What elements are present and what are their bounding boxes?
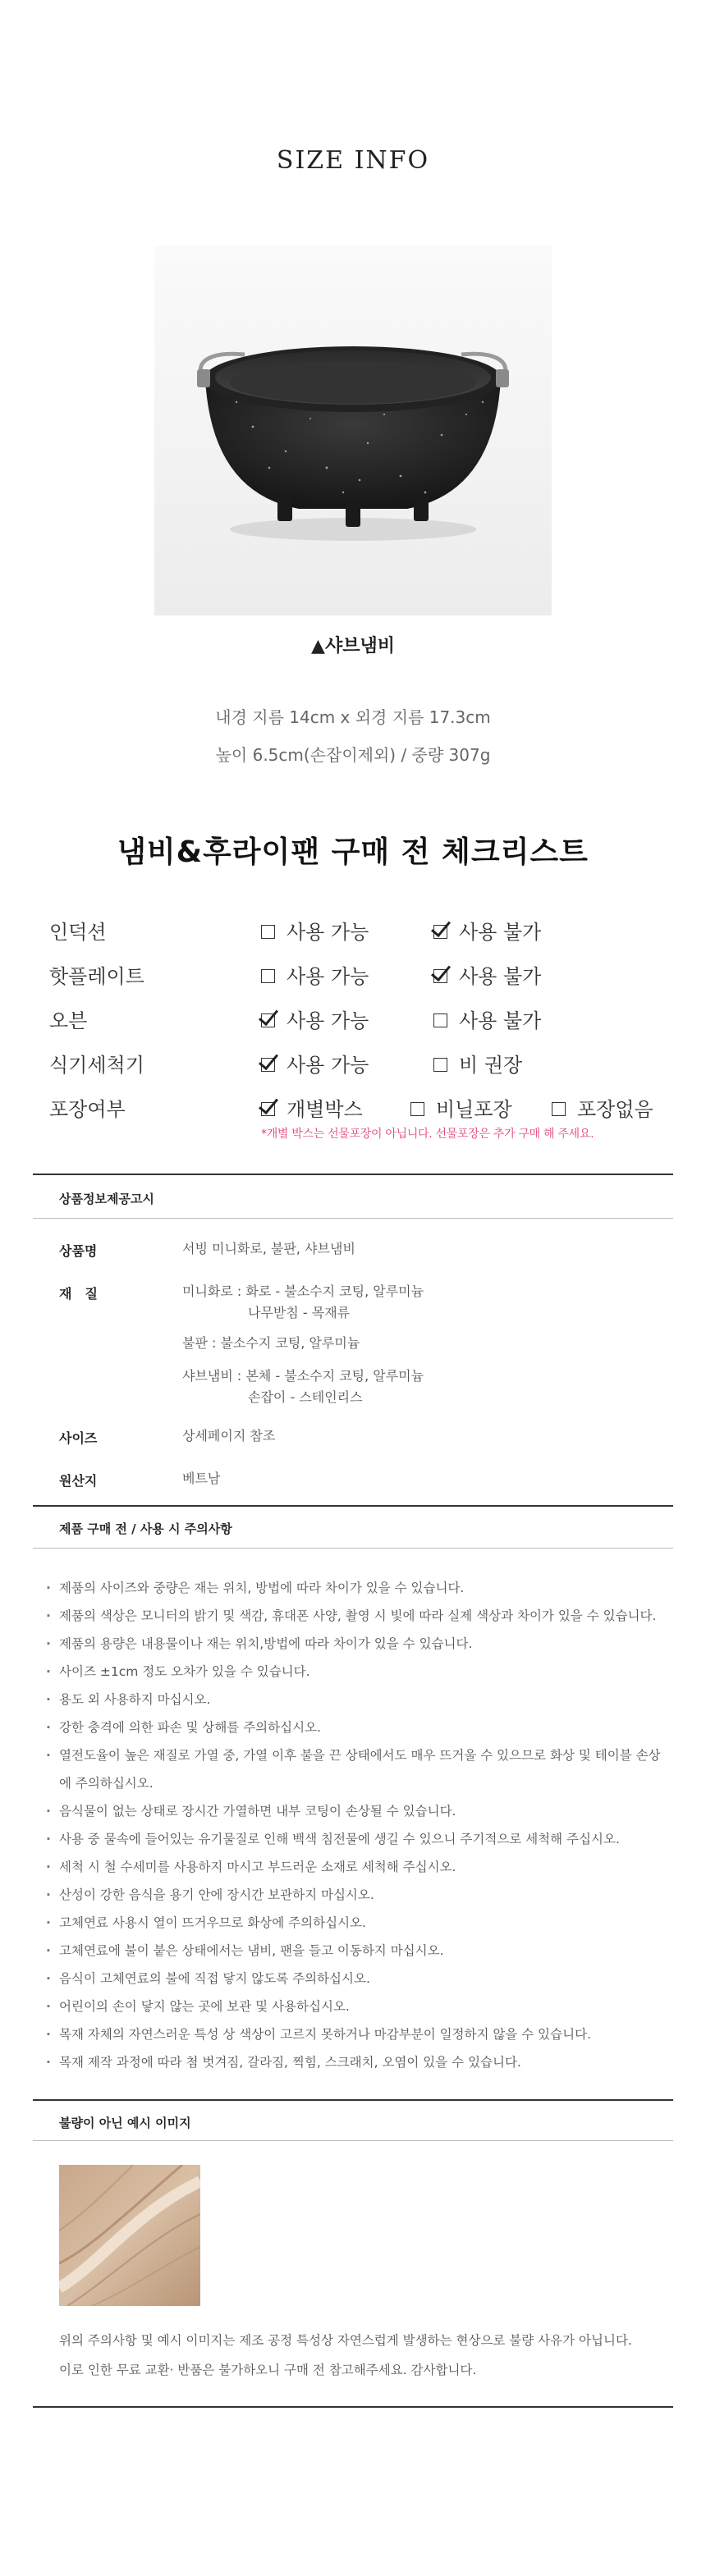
caution-item: · 제품의 사이즈와 중량은 재는 위치, 방법에 따라 차이가 있을 수 있습니다. [44, 1574, 668, 1602]
info-value-origin: 베트남 [182, 1471, 221, 1486]
section-divider [33, 1174, 673, 1175]
checklist-option: 사용 불가 [433, 960, 541, 989]
checkbox-icon [410, 1102, 424, 1116]
cautions-heading: 제품 구매 전 / 사용 시 주의사항 [59, 1521, 232, 1536]
checklist-row-induction [0, 916, 706, 949]
defect-heading: 불량이 아닌 예시 이미지 [59, 2116, 191, 2130]
caution-item: · 산성이 강한 음식을 용기 안에 장시간 보관하지 마십시오. [44, 1881, 668, 1909]
checklist-row-dishwasher [0, 1049, 706, 1082]
info-label-origin: 원산지 [59, 1473, 98, 1489]
checklist-option: 사용 가능 [261, 1004, 369, 1033]
checklist-label: 식기세척기 [49, 1054, 144, 1077]
caution-item: · 음식물이 없는 상태로 장시간 가열하면 내부 코팅이 손상될 수 있습니다. [44, 1797, 668, 1825]
checklist-row-hotplate [0, 960, 706, 993]
caution-item: · 목재 자체의 자연스러운 특성 상 색상이 고르지 못하거나 마감부분이 일정하지 않을 수 있습니다. [44, 2020, 668, 2048]
checkbox-checked-icon [261, 1013, 275, 1027]
checkbox-checked-icon [261, 1058, 275, 1072]
caution-item: · 사이즈 ±1cm 정도 오차가 있을 수 있습니다. [44, 1658, 668, 1686]
packaging-note: *개별 박스는 선물포장이 아닙니다. 선물포장은 추가 구매 해 주세요. [261, 1128, 594, 1141]
product-caption: ▲샤브냄비 [311, 636, 395, 657]
caution-item: · 고체연료 사용시 열이 뜨거우므로 화상에 주의하십시오. [44, 1909, 668, 1937]
checkbox-checked-icon [433, 925, 447, 939]
checkbox-icon [261, 925, 275, 939]
caution-item: · 제품의 색상은 모니터의 밝기 및 색감, 휴대폰 사양, 촬영 시 빛에 따라 실제 색상과 차이가 있을 수 있습니다. [44, 1602, 668, 1630]
section-divider [33, 2140, 673, 2141]
caution-item: · 목재 제작 과정에 따라 첨 벗겨짐, 갈라짐, 찍힘, 스크래치, 오염이 있을 수 있습니다. [44, 2048, 668, 2076]
section-divider [33, 1548, 673, 1549]
checklist-option: 사용 가능 [261, 916, 369, 945]
caution-item: · 사용 중 물속에 들어있는 유기물질로 인해 백색 침전물에 생길 수 있으니 주기적으로 세척해 주십시오. [44, 1825, 668, 1853]
checklist-option: 사용 불가 [433, 916, 541, 945]
info-label-size: 사이즈 [59, 1430, 98, 1446]
checkbox-checked-icon [261, 1102, 275, 1116]
dimension-line-2: 높이 6.5cm(손잡이제외) / 중량 307g [215, 745, 491, 765]
checkbox-icon [433, 1058, 447, 1072]
checklist-option: 사용 가능 [261, 1049, 369, 1078]
section-divider [33, 1505, 673, 1507]
checklist-option: 포장없음 [552, 1093, 653, 1122]
info-value-material-pot: 샤브냄비 : 본체 - 불소수지 코팅, 알루미늄 손잡이 - 스테인리스 [182, 1368, 424, 1405]
size-info-title: SIZE INFO [276, 146, 430, 175]
checklist-label: 핫플레이트 [49, 965, 144, 988]
product-info-heading: 상품정보제공고시 [59, 1192, 154, 1206]
checklist-option: 사용 불가 [433, 1004, 541, 1033]
caution-item: · 고체연료에 불이 붙은 상태에서는 냄비, 팬을 들고 이동하지 마십시오. [44, 1937, 668, 1965]
caution-item: · 강한 충격에 의한 파손 및 상해를 주의하십시오. [44, 1714, 668, 1741]
caution-item: · 열전도율이 높은 재질로 가열 중, 가열 이후 불을 끈 상태에서도 매우 뜨거울 수 있으므로 화상 및 테이블 손상에 주의하십시오. [44, 1741, 668, 1797]
checkbox-icon [433, 1013, 447, 1027]
checklist-row-packaging [0, 1093, 706, 1126]
cautions-list [44, 1574, 668, 2076]
caution-item: · 용도 외 사용하지 마십시오. [44, 1686, 668, 1714]
checklist-option: 비닐포장 [410, 1093, 512, 1122]
info-label-material: 재 질 [59, 1286, 98, 1302]
section-divider [33, 2099, 673, 2101]
dimension-line-1: 내경 지름 14cm x 외경 지름 17.3cm [215, 707, 491, 727]
caution-item: · 음식이 고체연료의 불에 직접 닿지 않도록 주의하십시오. [44, 1965, 668, 1993]
info-value-size: 상세페이지 참조 [182, 1428, 276, 1444]
checklist-row-oven [0, 1004, 706, 1037]
checkbox-icon [552, 1102, 566, 1116]
checklist-option: 개별박스 [261, 1093, 363, 1122]
checklist-title: 냄비&후라이팬 구매 전 체크리스트 [117, 835, 589, 869]
caution-item: · 어린이의 손이 닿지 않는 곳에 보관 및 사용하십시오. [44, 1993, 668, 2020]
checkbox-checked-icon [433, 969, 447, 983]
checklist-label: 포장여부 [49, 1098, 126, 1121]
section-divider [33, 2406, 673, 2408]
info-value-material-grill: 불판 : 불소수지 코팅, 알루미늄 [182, 1335, 360, 1351]
checklist-label: 오븐 [49, 1009, 88, 1032]
checklist-option: 비 권장 [433, 1049, 522, 1078]
checkbox-icon [261, 969, 275, 983]
caution-item: · 세척 시 철 수세미를 사용하지 마시고 부드러운 소재로 세척해 주십시오. [44, 1853, 668, 1881]
info-value-product-name: 서빙 미니화로, 불판, 샤브냄비 [182, 1241, 355, 1256]
checklist-option: 사용 가능 [261, 960, 369, 989]
info-label-product-name: 상품명 [59, 1243, 98, 1259]
defect-notice-line-1: 위의 주의사항 및 예시 이미지는 제조 공정 특성상 자연스럽게 발생하는 현상으로 불량 사유가 아닙니다. [59, 2333, 632, 2348]
checklist-label: 인덕션 [49, 921, 107, 944]
wood-grain-example-image [59, 2165, 200, 2306]
info-value-material-brazier: 미니화로 : 화로 - 불소수지 코팅, 알루미늄 나무받침 - 목재류 [182, 1283, 424, 1320]
section-divider [33, 1218, 673, 1219]
caution-item: · 제품의 용량은 내용물이나 재는 위치,방법에 따라 차이가 있을 수 있습니다. [44, 1630, 668, 1658]
defect-notice-line-2: 이로 인한 무료 교환· 반품은 불가하오니 구매 전 참고해주세요. 감사합니다. [59, 2363, 477, 2377]
product-photo-shabu-pot [154, 246, 552, 615]
